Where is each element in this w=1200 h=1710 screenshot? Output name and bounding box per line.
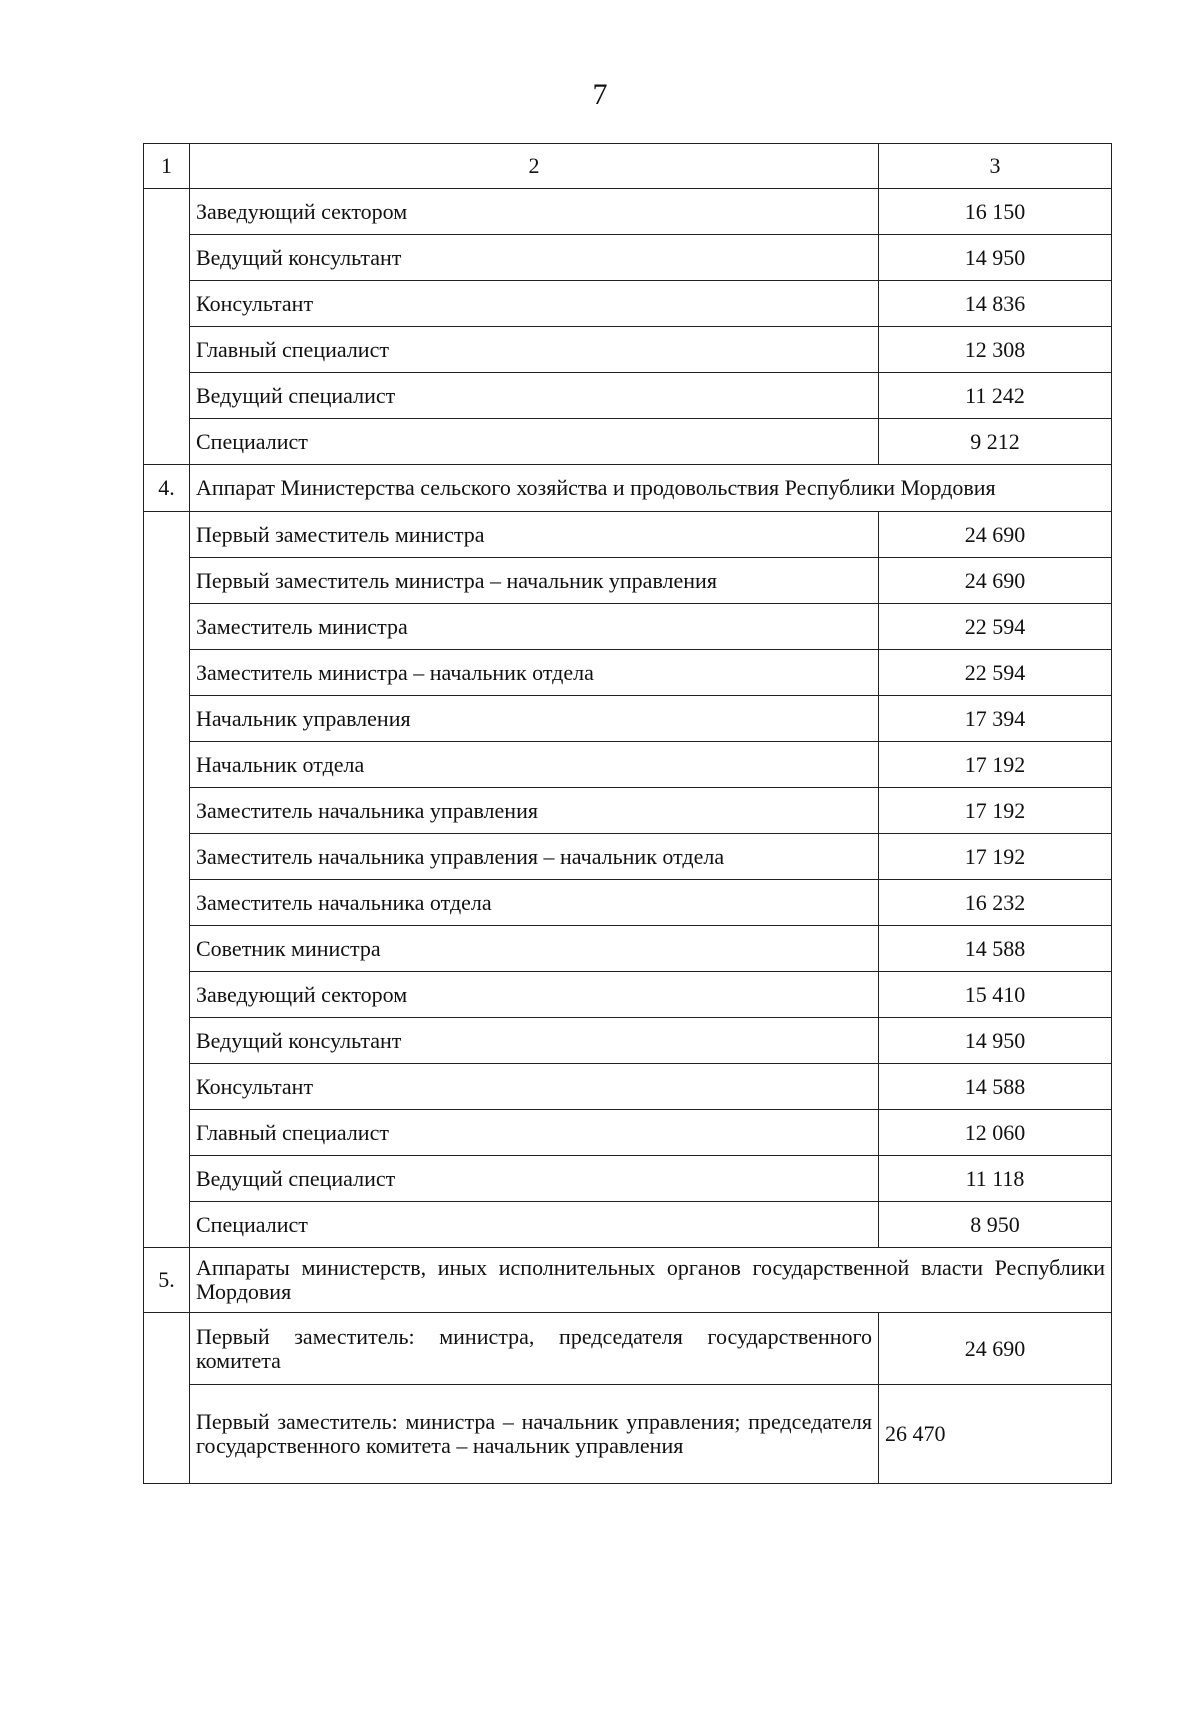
- salary-value: 24 690: [879, 1313, 1112, 1385]
- table-row: [144, 1110, 1112, 1156]
- table-row: [144, 742, 1112, 788]
- section-title-row: [144, 1248, 1112, 1313]
- index-cell-empty: [144, 512, 190, 1248]
- salary-value: 24 690: [879, 558, 1112, 604]
- salary-value: 17 192: [879, 788, 1112, 834]
- section-title-row: [144, 465, 1112, 512]
- salary-value: 26 470: [879, 1385, 1112, 1484]
- position-name: Ведущий консультант: [190, 1018, 879, 1064]
- index-cell-empty: [144, 1313, 190, 1484]
- table-row: [144, 281, 1112, 327]
- position-name: Первый заместитель министра: [190, 512, 879, 558]
- position-name: Консультант: [190, 1064, 879, 1110]
- salary-value: 14 588: [879, 1064, 1112, 1110]
- table-row: [144, 1064, 1112, 1110]
- position-name: Заместитель министра – начальник отдела: [190, 650, 879, 696]
- table-row: [144, 235, 1112, 281]
- table-row: [144, 419, 1112, 465]
- table-row: [144, 558, 1112, 604]
- position-name: Заведующий сектором: [190, 972, 879, 1018]
- position-name: Заместитель начальника управления – начальник отдела: [190, 834, 879, 880]
- header-col-1: 1: [144, 144, 190, 189]
- position-name: Заместитель начальника отдела: [190, 880, 879, 926]
- position-name: Специалист: [190, 419, 879, 465]
- position-name: Ведущий специалист: [190, 373, 879, 419]
- position-name: Консультант: [190, 281, 879, 327]
- section-title: Аппарат Министерства сельского хозяйства и продовольствия Республики Мордовия: [190, 465, 1112, 512]
- table-row: [144, 373, 1112, 419]
- table-header-row: [144, 144, 1112, 189]
- table-row: [144, 696, 1112, 742]
- salary-value: 17 192: [879, 834, 1112, 880]
- table-row: [144, 327, 1112, 373]
- salary-value: 22 594: [879, 604, 1112, 650]
- position-name: Начальник управления: [190, 696, 879, 742]
- salary-value: 14 950: [879, 1018, 1112, 1064]
- table-row: [144, 1156, 1112, 1202]
- header-col-3: 3: [879, 144, 1112, 189]
- salary-value: 8 950: [879, 1202, 1112, 1248]
- section-number: 5.: [144, 1248, 190, 1313]
- table-row: [144, 650, 1112, 696]
- salary-value: 11 242: [879, 373, 1112, 419]
- header-col-2: 2: [190, 144, 879, 189]
- page-number: 7: [592, 78, 608, 111]
- table-row: [144, 1385, 1112, 1484]
- table-row: [144, 834, 1112, 880]
- salary-value: 14 836: [879, 281, 1112, 327]
- table-row: [144, 189, 1112, 235]
- salary-value: 22 594: [879, 650, 1112, 696]
- salary-value: 15 410: [879, 972, 1112, 1018]
- position-name: Первый заместитель министра – начальник управления: [190, 558, 879, 604]
- table-row: [144, 512, 1112, 558]
- position-name: Первый заместитель: министра – начальник управления; председателя государственного комитета – начальник управления: [190, 1385, 879, 1484]
- salary-value: 17 192: [879, 742, 1112, 788]
- section-number: 4.: [144, 465, 190, 512]
- salary-value: 12 060: [879, 1110, 1112, 1156]
- table-row: [144, 604, 1112, 650]
- salary-value: 16 150: [879, 189, 1112, 235]
- position-name: Заместитель начальника управления: [190, 788, 879, 834]
- salary-value: 17 394: [879, 696, 1112, 742]
- position-name: Заместитель министра: [190, 604, 879, 650]
- salary-value: 16 232: [879, 880, 1112, 926]
- table-row: [144, 1313, 1112, 1385]
- position-name: Специалист: [190, 1202, 879, 1248]
- position-name: Главный специалист: [190, 1110, 879, 1156]
- table-row: [144, 972, 1112, 1018]
- table-row: [144, 880, 1112, 926]
- salary-table: [143, 143, 1112, 1484]
- position-name: Главный специалист: [190, 327, 879, 373]
- index-cell-empty: [144, 189, 190, 465]
- position-name: Первый заместитель: министра, председателя государственного комитета: [190, 1313, 879, 1385]
- position-name: Советник министра: [190, 926, 879, 972]
- salary-value: 11 118: [879, 1156, 1112, 1202]
- table-row: [144, 1018, 1112, 1064]
- salary-value: 14 588: [879, 926, 1112, 972]
- table-row: [144, 788, 1112, 834]
- section-title: Аппараты министерств, иных исполнительных органов государственной власти Республики Мордовия: [190, 1248, 1112, 1313]
- salary-value: 14 950: [879, 235, 1112, 281]
- table-row: [144, 926, 1112, 972]
- salary-value: 12 308: [879, 327, 1112, 373]
- table-row: [144, 1202, 1112, 1248]
- position-name: Начальник отдела: [190, 742, 879, 788]
- position-name: Ведущий консультант: [190, 235, 879, 281]
- salary-value: 24 690: [879, 512, 1112, 558]
- position-name: Ведущий специалист: [190, 1156, 879, 1202]
- salary-value: 9 212: [879, 419, 1112, 465]
- position-name: Заведующий сектором: [190, 189, 879, 235]
